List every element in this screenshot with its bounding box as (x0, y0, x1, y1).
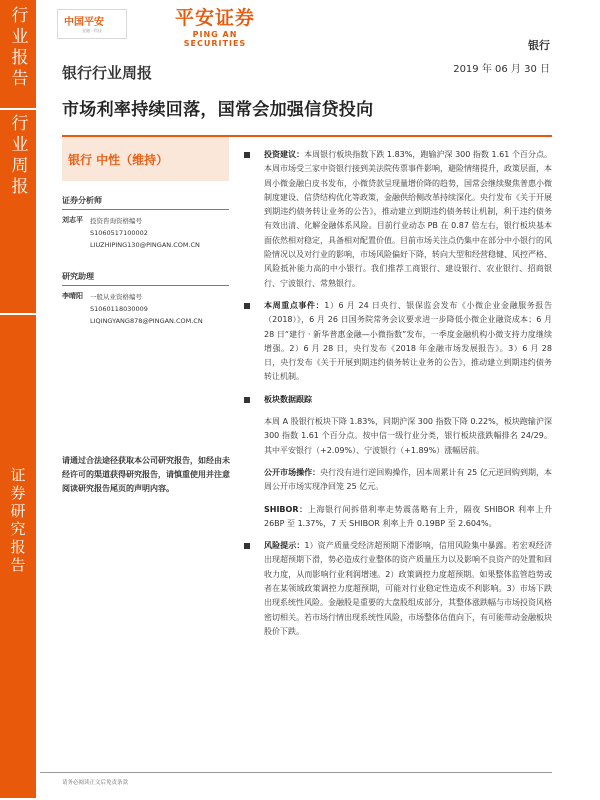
open-market-paragraph: 公开市场操作：央行没有进行逆回购操作，因本周累计有 25 亿元逆回购到期，本周公开市场实现净回笼 25 亿元。 (264, 467, 553, 492)
section-body: 本周银行板块指数下跌 1.83%，跑输沪深 300 指数 1.61 个百分点。本周市场受三家中资银行接到美法院传票事件影响，避险情绪提升，政策层面，本周小微金融白皮书发布，小微贷款呈现量增价降的趋势，国常会继续聚焦普惠小微制度建设、信贷结构优化等政策，金融供给侧改革持续深化。央行发布《关于开展到期违约债务转让业务的公告》，推动建立到期违约债务转让机制，利于违约债务有效出清、化解金融体系风险。目前行业动态 PB 在 0.87 倍左右，银行板块基本面依然相对稳定，具备相对配置价值。目前市场关注点仍集中在部分中小银行的风险情况以及对行业的影响，市场风险偏好下降，转向大型和经营稳健、风控严格、风险抵补能力高的中小银行。我们推荐工商银行、建设银行、农业银行、招商银行、宁波银行、常熟银行。 (264, 150, 552, 288)
sidebar-tag-securities-research: 证券研究报告 (0, 315, 36, 800)
footer-note: 请务必阅读正文后免责条款 (62, 780, 129, 786)
brand-name-en: PING AN SECURITIES (183, 30, 247, 48)
section-body: 1）资产质量受经济超预期下滑影响，信用风险集中暴露。若宏观经济出现超预期下滑，势必造成行业整体的资产质量压力以及影响不良资产的处置和回收力度，从而影响行业利润增速。2）政策调控力度超预期。如果整体监管趋势或者在某领域政策调控力度超预期，可能对行业稳定性造成不利影响。3）市场下跌出现系统性风险。金融股是重要的大盘股组成部分，其整体涨跌幅与市场投资风格密切相关。若市场行情出现系统性风险，市场整体估值向下，有可能带动金融板块股价下跌。 (264, 541, 552, 636)
page-title: 市场利率持续回落，国常会加强信贷投向 (62, 100, 374, 120)
assistant-email: LIQINGYANG878@PINGAN.COM.CN (90, 317, 203, 325)
bullet-square-icon (244, 543, 250, 549)
section-sector-data (242, 393, 552, 407)
analyst-name: 刘志平 (62, 216, 83, 224)
section-investment-advice (242, 148, 552, 291)
report-series: 银行行业周报 (62, 64, 153, 82)
section-key-events (242, 299, 552, 385)
report-date: 2019 年 06 月 30 日 (453, 64, 550, 75)
analyst-code: S1060517100002 (90, 229, 148, 237)
assistant-role: 一般从业资格编号 (90, 293, 142, 301)
assistant-code: S1060118030009 (90, 305, 148, 313)
assistant-name: 李晴阳 (62, 292, 83, 300)
logo-subtext: 金融 · 科技 (82, 28, 102, 33)
footer-divider (40, 772, 552, 773)
section-body: 1）6 月 24 日央行、银保监会发布《小微企业金融服务报告（2018）》，6 月 26 日国务院常务会议要求进一步降低小微企业融资成本；6 月 28 日“建行 · 新华普惠金融—小微指数”发布，一季度金融机构小微支持力度继续增强。2）6 月 28 日，央行发布《2018 年金融市场发展报告》。3）6 月 28 日，央行发布《关于开展到期违约债务转让业务的公告》，推动建立到期违约债务转让机制。 (264, 300, 552, 382)
section-title: 板块数据跟踪 (264, 394, 312, 404)
sector-label: 银行 (528, 39, 550, 52)
section-title: 本周重点事件： (264, 300, 325, 310)
analyst-section-title: 证券分析师 (62, 181, 229, 210)
section-title: 投资建议： (264, 150, 305, 159)
left-column (62, 137, 229, 327)
analyst-role: 投资咨询资格编号 (90, 217, 142, 225)
brand-name-cn: 平安证券 (174, 7, 255, 29)
shibor-paragraph: SHIBOR：上海银行间拆借利率走势震荡略有上升，隔夜 SHIBOR 利率上升 26BP 至 1.37%，7 天 SHIBOR 利率上升 0.19BP 至 2.604%。 (264, 504, 552, 528)
sector-data-paragraph: 本周 A 股银行板块下降 1.83%，同期沪深 300 指数下降 0.22%，板块跑输沪深 300 指数 1.61 个百分点。按中信一级行业分类，银行板块涨跌幅排名 24/29。其中平安银行（+2.09%）、宁波银行（+1.89%）涨幅居前。 (264, 417, 552, 455)
analyst-info (90, 215, 227, 251)
brand-logo (160, 7, 270, 48)
logo-text: 中国平安 (64, 17, 104, 28)
analyst-entry (62, 215, 229, 251)
ping-an-logo (57, 9, 127, 39)
analyst-email: LIUZHIPING130@PINGAN.COM.CN (90, 241, 200, 249)
rating-box: 银行 中性（维持） (62, 137, 229, 181)
sidebar-tag-industry-report: 行业报告 (0, 0, 36, 110)
assistant-entry (62, 291, 229, 327)
bullet-square-icon (244, 152, 250, 158)
assistant-info (90, 291, 227, 327)
disclaimer-note: 请通过合法途径获取本公司研究报告，如经由未经许可的渠道获得研究报告，请慎重使用并注意阅读研究报告尾页的声明内容。 (62, 456, 230, 493)
sidebar (0, 0, 36, 800)
bullet-square-icon (244, 397, 250, 403)
main-content (242, 148, 552, 647)
assistant-section-title: 研究助理 (62, 251, 229, 286)
sidebar-tag-industry-weekly: 行业周报 (0, 110, 36, 315)
bullet-square-icon (244, 303, 250, 309)
section-title: 风险提示： (264, 541, 305, 551)
section-risk-warning (242, 539, 552, 639)
